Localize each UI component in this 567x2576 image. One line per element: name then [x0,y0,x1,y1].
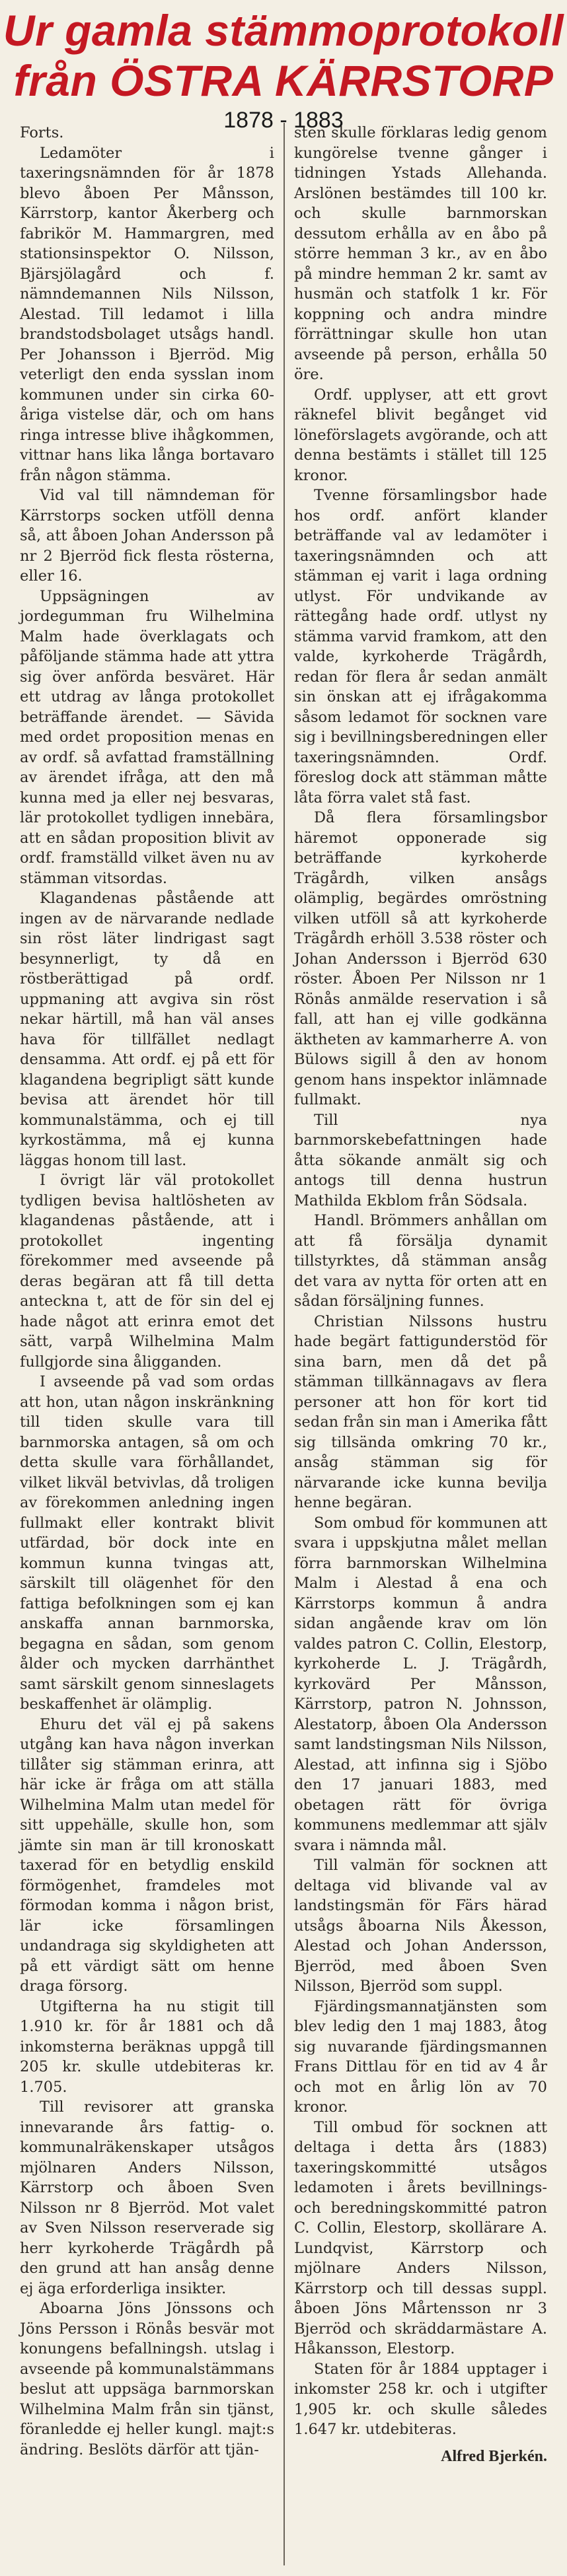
article-paragraph: Tvenne församlingsbor hade hos ordf. anfört klander beträffande val av ledamöter i taxeringsnämnden och att stämman ej varit i laga ordning utlyst. För undvikande av rättegång hade ordf. utlyst ny stämma varvid framkom, att den valde, kyrkoherde Trägårdh, redan för flera år sedan anmält sin önskan att ej ifrågakomma såsom ledamot för socknen vare sig i bevillningsberedningen eller taxeringsnämnden. Ordf. föreslog dock att stämman måtte låta förra valet stå fast. [294,487,547,806]
article-paragraph: Till nya barnmorskebefattningen hade åtta sökande anmält sig och antogs till denna hustrun Mathilda Ekblom från Södsala. [294,1111,547,1209]
article-paragraph: Handl. Brömmers anhållan om att få försälja dynamit tillstyrktes, då stämman ansåg det vara av nytta för orten att en sådan försäljning funnes. [294,1212,547,1310]
article-paragraph: Fjärdingsmannatjänsten som blev ledig den 1 maj 1883, åtog sig nuvarande fjärdingsmannen Frans Dittlau för en tid av 4 år och mot en årlig lön av 70 kronor. [294,1997,547,2116]
article-paragraph: I övrigt lär väl protokollet tydligen bevisa haltlösheten av klagandenas påstående, att i protokollet ingenting förekommer med avseende på deras begäran att få till detta anteckna t, att de för sin del ej hade något att erinra emot det sätt, varpå Wilhelmina Malm fullgjorde sina åligganden. [20,1172,274,1371]
article-paragraph: sten skulle förklaras ledig genom kungörelse tvenne gånger i tidningen Ystads Allehanda. Arslönen bestämdes till 100 kr. och skulle barnmorskan dessutom erhålla av en åbo på större hemman 3 kr., av en åbo på mindre hemman 2 kr. samt av husmän och statfolk 1 kr. För koppning och andra mindre förrättningar skulle hon utan avseende på person, erhålla 50 öre. [294,124,547,383]
article-paragraph: Vid val till nämndeman för Kärrstorps socken utföll denna så, att åboen Johan Andersson på nr 2 Bjerröd fick flesta rösterna, eller 16. [20,487,274,585]
headline-line-2: från ÖSTRA KÄRRSTORP [13,56,554,105]
article-paragraph: Aboarna Jöns Jönssons och Jöns Persson i Rönås besvär mot konungens befallningsh. utslag i avseende på kommunalstämmans beslut att uppsäga barnmorskan Wilhelmina Malm från sin tjänst, föranledde ej heller kungl. majt:s ändring. Beslöts därför att tjän- [20,2300,274,2458]
year-range: 1878 - 1883 [223,108,344,133]
article-paragraph: Klagandenas påstående att ingen av de närvarande nedlade sin röst läter lindrigast sagt besynnerligt, ty då en röstberättigad på ordf. uppmaning att avgiva sin röst nekar härtill, må han väl anses hava för tillfället nedlagt densamma. Att ordf. ej på ett för klagandena begripligt sätt kunde bevisa att ärendet hör till kommunalstämma, och ej till kyrkostämma, må ej kunna läggas honom till last. [20,890,274,1169]
headline-line-1: Ur gamla stämmoprotokoll [3,6,564,55]
article-column-right [284,123,556,2565]
headline [0,5,567,106]
article-paragraph: I avseende på vad som ordas att hon, utan någon inskränkning till tiden skulle vara till barnmorska antagen, så om och detta skulle vara förhållandet, vilket likväl betvivlas, då troligen av förekommen anledning ingen fullmakt eller kontrakt blivit utfärdad, bör dock inte en kommun kunna tvingas att, särskilt till olägenhet för den fattiga befolkningen som ej kan anskaffa annan barnmorska, begagna en sådan, som genom ålder och mycken darrhänthet samt särskilt genom sinneslagets beskaffenhet är olämplig. [20,1373,274,1713]
article-paragraph: Som ombud för kommunen att svara i uppskjutna målet mellan förra barnmorskan Wilhelmina Malm i Alestad å ena och Kärrstorps kommun å andra sidan angående krav om lön valdes patron C. Collin, Elestorp, kyrkoherde L. J. Trägårdh, kyrkovärd Per Månsson, Kärrstorp, patron N. Johnsson, Alestatorp, åboen Ola Andersson samt landstingsman Nils Nilsson, Alestad, att infinna sig i Sjöbo den 17 januari 1883, med obetagen rätt för övriga kommunens medlemmar att själv svara i nämnda mål. [294,1514,547,1854]
clipping-header [0,0,567,133]
article-columns [11,123,556,2565]
article-column-left [11,123,284,2565]
article-paragraph: Utgifterna ha nu stigit till 1.910 kr. för år 1881 och då inkomsterna beräknas uppgå till 205 kr. skulle utdebiteras kr. 1.705. [20,1997,274,2096]
article-paragraph: Forts. [20,124,64,141]
article-paragraph: Uppsägningen av jordegumman fru Wilhelmina Malm hade överklagats och påföljande stämma hade att yttra sig över anförda besväret. Här ett utdrag av långa protokollet beträffande ärendet. — Sävida med ordet proposition menas en av ordf. så avfattad framställning av ärendet ifråga, att den må kunna med ja eller nej besvaras, lär protokollet tydligen innebära, att en sådan proposition blivit av ordf. framställd vilket även nu av stämman vitsordas. [20,587,274,887]
article-paragraph: Ordf. upplyser, att ett grovt räknefel blivit begånget vid löneförslagets avgörande, och att denna bestämts i stället till 125 kronor. [294,386,547,484]
article-paragraph: Till valmän för socknen att deltaga vid blivande val av landstingsmän för Färs härad utsågs åboarna Nils Åkesson, Alestad och Johan Andersson, Bjerröd, med åboen Sven Nilsson, Bjerröd som suppl. [294,1857,547,1995]
article-paragraph: Till revisorer att granska innevarande års fattig- o. kommunalräkenskaper utsågos mjölnaren Anders Nilsson, Kärrstorp och åboen Sven Nilsson nr 8 Bjerröd. Mot valet av Sven Nilsson reserverade sig herr kyrkoherde Trägårdh på den grund att han ansåg denne ej äga erforderliga insikter. [20,2098,274,2297]
article-paragraph: Till ombud för socknen att deltaga i detta års (1883) taxeringskommitté utsågos ledamoten i årets bevillnings- och beredningskommitté patron C. Collin, Elestorp, skollärare A. Lundqvist, Kärrstorp och mjölnare Anders Nilsson, Kärrstorp och till dessas suppl. åboen Jöns Mårtensson nr 3 Bjerröd och skräddarmästare A. Håkansson, Elestorp. [294,2118,547,2357]
author-signature: Alfred Bjerkén. [441,2447,547,2465]
article-paragraph: Då flera församlingsbor häremot opponerade sig beträffande kyrkoherde Trägårdh, vilken ansågs olämplig, begärdes omröstning vilken utföll så att kyrkoherde Trägårdh erhöll 3.538 röster och Johan Andersson i Bjerröd 630 röster. Åboen Per Nilsson nr 1 Rönås anmälde reservation i så fall, att han ej ville godkänna äktheten av kammarherre A. von Bülows sigill å den av honom genom hans inspektor inlämnade fullmakt. [294,809,547,1108]
article-paragraph: Christian Nilssons hustru hade begärt fattigunderstöd för sina barn, men då det på stämman tillkännagavs av flera personer att hon för kort tid sedan från sin man i Amerika fått sig tillsända omkring 70 kr., ansåg stämman sig för närvarande icke kunna bevilja henne begäran. [294,1312,547,1511]
article-paragraph: Staten för år 1884 upptager i inkomster 258 kr. och i utgifter 1,905 kr. och skulle således 1.647 kr. utdebiteras. [294,2360,547,2438]
article-paragraph: Ehuru det väl ej på sakens utgång kan hava någon inverkan tillåter sig stämman erinra, att här icke är fråga om att ställa Wilhelmina Malm utan medel för sitt uppehälle, skulle hon, som jämte sin man är till kronoskatt taxerad för en betydlig enskild förmögenhet, framdeles mot förmodan komma i någon brist, lär icke församlingen undandraga sig skyldigheten att på ett värdigt sätt om henne draga försorg. [20,1715,274,1995]
article-paragraph: Ledamöter i taxeringsnämnden för år 1878 blevo åboen Per Månsson, Kärrstorp, kantor Åkerberg och fabrikör M. Hammargren, med stationsinspektor O. Nilsson, Bjärsjölagård och f. nämndemannen Nils Nilsson, Alestad. Till ledamot i lilla brandstodsbolaget utsågs handl. Per Johansson i Bjerröd. Mig veterligt den enda sysslan inom kommunen under sin cirka 60-åriga vistelse där, och om hans ringa intresse blive ihågkommen, vittnar hans lika långa bortavaro från någon stämma. [20,144,274,484]
